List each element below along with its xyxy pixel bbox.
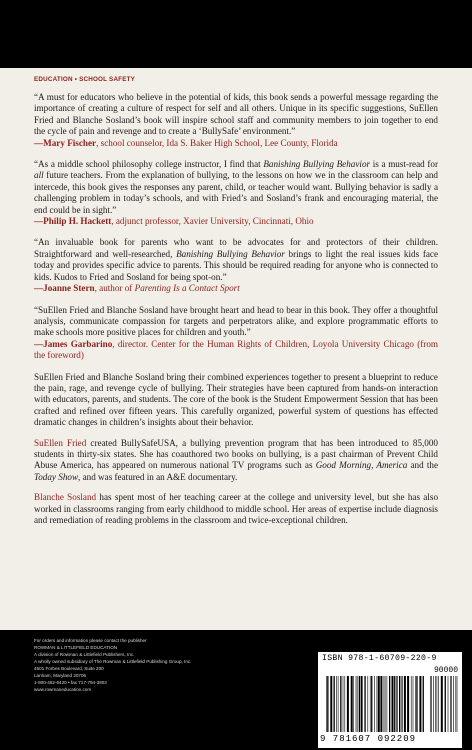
barcode-bar	[431, 676, 432, 732]
barcode-bar	[326, 676, 327, 732]
barcode-bar	[435, 676, 436, 732]
barcode-bar	[353, 676, 354, 732]
barcode-addon-graphic	[430, 676, 458, 732]
publisher-info	[34, 637, 234, 693]
barcode-bar	[370, 676, 371, 732]
bio-text: and the	[407, 460, 438, 471]
barcode-bar	[438, 676, 439, 732]
barcode-bar	[361, 676, 363, 732]
barcode-bar	[423, 676, 424, 732]
book-summary: SuEllen Fried and Blanche Sosland bring their combined experiences together to present a blueprint to reduce the pain, rage, and revenge cycle of bullying. Their strategies have been captured from hands-on interaction with educators, parents, and students. The core of the book is the Student Empowerment Session that has been crafted and refined over fifteen years. This carefully organized, powerful system of questions has effected dramatic changes in children’s insights about their behavior.	[34, 371, 438, 428]
quote-fischer	[34, 92, 438, 149]
bio-text: has spent most of her teaching career at the college and university level, but she has also worked in classrooms ranging from early childhood to middle school. Her areas of expertise include diagnosis and remediation of reading problems in the classroom and twice-exceptional children.	[34, 492, 439, 525]
quote-hackett	[34, 159, 438, 227]
quote-author-role: , director. Center for the Human Rights of Children, Loyola University Chicago (from the foreword)	[34, 338, 438, 361]
quote-garbarino	[34, 305, 438, 362]
barcode-bar	[385, 676, 386, 732]
barcode-bar	[374, 676, 375, 732]
barcode-bar	[392, 676, 394, 732]
barcode-bar	[364, 676, 365, 732]
barcode-bar	[441, 676, 443, 732]
quote-author-role: , author of	[94, 283, 135, 294]
quote-author: —Mary Fischer	[34, 137, 97, 148]
barcode-bar	[389, 676, 390, 732]
quote-text-part: brings to light the real issues kids face today and provides specific advice to parents. This should be required reading for anyone who is connected to kids. Kudos to Fried and Sosland for being spot-on.”	[34, 248, 439, 282]
quote-author-book: Parenting Is a Contact Sport	[134, 283, 240, 294]
barcode-bar	[415, 676, 416, 732]
book-title: Banishing Bullying Behavior	[263, 159, 371, 170]
publisher-line: 4501 Forbes Boulevard, Suite 200	[34, 666, 104, 671]
barcode-bar	[380, 676, 382, 732]
tv-show-title: Today Show	[34, 471, 79, 482]
barcode-bar	[336, 676, 337, 732]
barcode-bar	[356, 676, 357, 732]
barcode-bar	[407, 676, 409, 732]
barcode-bar	[401, 676, 402, 732]
author-bio-sosland	[34, 492, 438, 526]
barcode-bar	[359, 676, 360, 732]
barcode-bar	[404, 676, 406, 732]
publisher-line: A division of Rowman & Littlefield Publishers, Inc.	[34, 652, 135, 657]
barcode-bar	[437, 676, 438, 732]
quote-attribution	[34, 216, 438, 227]
quote-text	[34, 159, 438, 216]
ean-digits: 9 781607 092209	[320, 734, 417, 744]
quote-text: “A must for educators who believe in the potential of kids, this book sends a powerful message regarding the importance of creating a culture of respect for self and all others. Unique in its specific suggestions, SuEllen Fried and Blanche Sosland’s book will inspire school staff and community members to join together to end the cycle of pain and revenge and to create a ‘BullySafe’ environment.”	[34, 92, 438, 137]
publisher-line: Lanham, Maryland 20706	[34, 673, 87, 678]
barcode-bar	[433, 676, 434, 732]
barcode-bar	[394, 676, 395, 732]
barcode-bar	[445, 676, 446, 732]
quote-text	[34, 237, 438, 283]
barcode-bar	[378, 676, 380, 732]
quote-text-part: “As a middle school philosophy college instructor, I find that	[34, 159, 264, 170]
quote-author-role: , school counselor, Ida S. Baker High School, Lee County, Florida	[96, 137, 338, 148]
barcode-bar	[371, 676, 372, 732]
barcode-bar	[399, 676, 400, 732]
barcode-bar	[357, 676, 358, 732]
barcode-box	[318, 652, 462, 748]
barcode-bar	[419, 676, 421, 732]
back-cover-panel	[0, 68, 472, 630]
barcode-bar	[397, 676, 398, 732]
barcode-bar	[451, 676, 452, 732]
barcode-bar	[347, 676, 349, 732]
publisher-line: ROWMAN & LITTLEFIELD EDUCATION	[34, 645, 118, 650]
publisher-footer	[0, 630, 472, 750]
barcode-graphic	[326, 676, 426, 732]
quote-author: —Philip H. Hackett	[34, 216, 112, 227]
bio-text: , and was featured in an A&E documentary.	[78, 471, 238, 482]
barcode-bar	[345, 676, 346, 732]
barcode-bar	[416, 676, 417, 732]
tv-show-title: Good Morning, America	[315, 460, 408, 471]
barcode-bar	[453, 676, 454, 732]
quote-author-role: , adjunct professor, Xavier University, Cincinnati, Ohio	[111, 216, 314, 227]
quote-text-part: future teachers. From the explanation of bullying, to the lessons on how we in the classroom can help and intercede, this book gives the responses any parent, child, or teacher would want. Bullying behavior is sadly a challenging problem in today’s schools, and with Fried’s and Sosland’s frank and encouraging material, the end could be in sight.”	[34, 170, 438, 215]
quote-attribution	[34, 283, 438, 294]
book-title: Banishing Bullying Behavior	[176, 248, 285, 259]
category-label: EDUCATION • SCHOOL SAFETY	[34, 76, 136, 83]
bio-text: created BullySafeUSA, a bullying prevention program that has been introduced to 85,000 students in thirty-six states. She has coauthored two books on bullying, is a past chairman of Prevent Child Abuse America, has appeared on numerous national TV programs such as	[34, 437, 438, 471]
barcode-bar	[327, 676, 328, 732]
barcode-bar	[387, 676, 388, 732]
barcode-bar	[402, 676, 403, 732]
barcode-bar	[448, 676, 449, 732]
quote-author: —James Garbarino	[34, 338, 113, 349]
publisher-line: 1-800-462-6420 • fax 717-794-3803	[34, 680, 107, 685]
author-bio-fried	[34, 438, 438, 484]
publisher-line: For orders and information please contact the publisher	[34, 638, 147, 643]
quote-text-part: is a must-read for	[370, 159, 439, 170]
barcode-bar	[368, 676, 369, 732]
quote-emphasis: all	[34, 170, 44, 181]
quote-attribution	[34, 138, 438, 149]
barcode-bar	[456, 676, 457, 732]
quote-stern	[34, 237, 438, 294]
quote-attribution	[34, 339, 438, 362]
publisher-line: A wholly owned subsidiary of The Rowman & Littlefield Publishing Group, Inc.	[34, 659, 192, 664]
author-name: Blanche Sosland	[34, 492, 97, 503]
barcode-bar	[338, 676, 339, 732]
barcode-bar	[396, 676, 397, 732]
barcode-bar	[334, 676, 335, 732]
barcode-bar	[411, 676, 412, 732]
barcode-bar	[377, 676, 378, 732]
cover-text	[34, 92, 438, 535]
barcode-bar	[343, 676, 344, 732]
publisher-line: www.rowmaneducation.com	[34, 687, 92, 692]
barcode-bar	[450, 676, 451, 732]
barcode-bar	[457, 676, 458, 732]
quote-author: —Joanne Stern	[34, 283, 95, 294]
barcode-bar	[330, 676, 332, 732]
quote-text: “SuEllen Fried and Blanche Sosland have brought heart and head to bear in this book. They offer a thoughtful analysis, communicate compassion for targets and perpetrators alike, and explore programmatic efforts to make schools more positive places for children and youth.”	[34, 304, 438, 338]
author-name: SuEllen Fried	[34, 437, 87, 448]
isbn-text: ISBN 978-1-60709-220-9	[322, 654, 437, 663]
barcode-bar	[351, 676, 353, 732]
barcode-bar	[340, 676, 341, 732]
barcode-bar	[413, 676, 414, 732]
quote-text-part: “An invaluable book for parents who want to be advocates for and protectors of their children. Straightforward and well-researched,	[34, 237, 438, 259]
barcode-bar	[384, 676, 385, 732]
barcode-bar	[430, 676, 431, 732]
price-code: 90000	[433, 666, 458, 675]
